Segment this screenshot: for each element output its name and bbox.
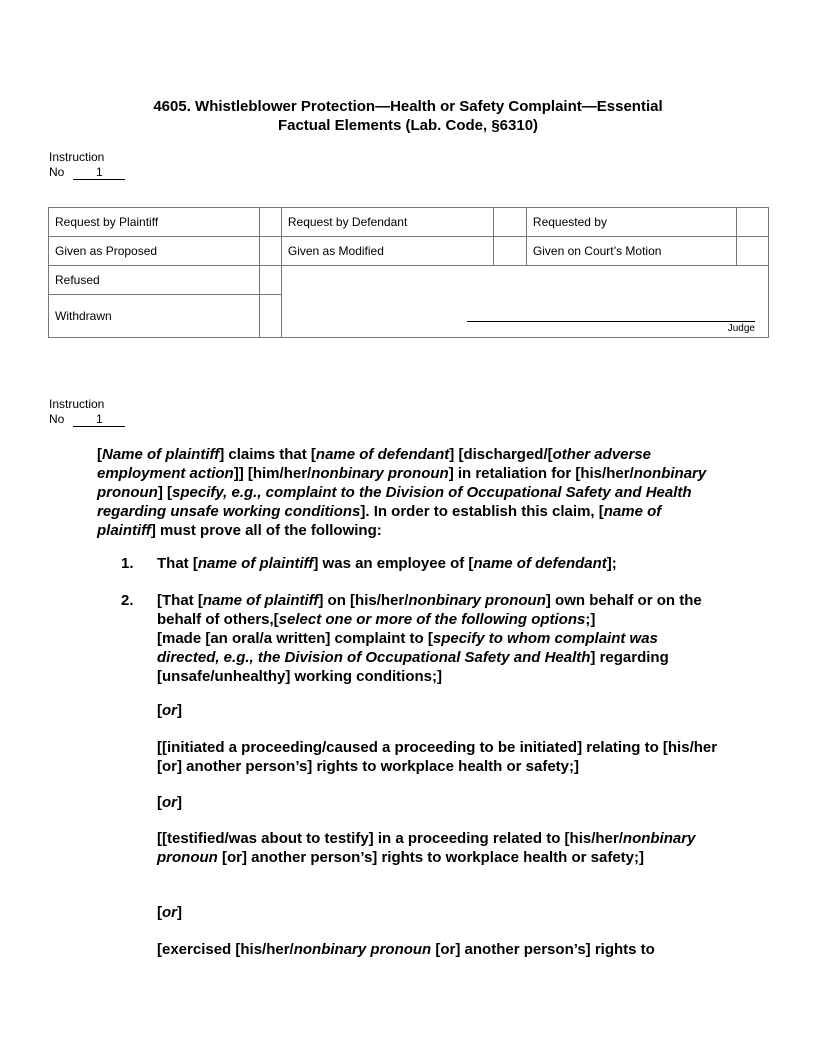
judge-signature-line xyxy=(467,321,755,322)
instruction-number-block xyxy=(49,150,125,180)
placeholder-adverse-action: other adverse employment action xyxy=(97,446,652,482)
judge-signature-area xyxy=(281,266,768,338)
given-as-proposed-label: Given as Proposed xyxy=(49,237,260,266)
request-by-defendant-label: Request by Defendant xyxy=(281,208,494,237)
given-as-proposed-checkbox[interactable] xyxy=(259,237,281,266)
request-table xyxy=(48,207,769,338)
judge-label: Judge xyxy=(727,323,755,334)
refused-label: Refused xyxy=(49,266,260,295)
request-by-plaintiff-label: Request by Plaintiff xyxy=(49,208,260,237)
or-separator: [or] xyxy=(157,904,182,921)
instruction-label-2: Instruction xyxy=(49,397,105,411)
withdrawn-label: Withdrawn xyxy=(49,295,260,338)
request-by-defendant-checkbox[interactable] xyxy=(494,208,527,237)
given-as-modified-label: Given as Modified xyxy=(281,237,494,266)
instruction-number-block-2 xyxy=(49,397,125,427)
page-title xyxy=(0,97,816,135)
or-separator: [or] xyxy=(157,702,182,719)
placeholder-pronoun: nonbinary pronoun xyxy=(311,465,449,482)
title-line-2: Factual Elements (Lab. Code, §6310) xyxy=(277,117,539,134)
given-on-courts-motion-checkbox[interactable] xyxy=(737,237,769,266)
requested-by-checkbox[interactable] xyxy=(737,208,769,237)
element-item-2-option-2: [[initiated a proceeding/caused a proceeding to be initiated] relating to [his/her [or] another person’s] rights to workplace health or safety;] xyxy=(157,739,718,775)
instruction-label: Instruction xyxy=(49,150,105,164)
element-item-2-option-1: [That [name of plaintiff] on [his/her/nonbinary pronoun] own behalf or on the behalf of others,[select one or more of the following options;] [made [an oral/a written] complaint to [specify to whom complaint was directed, e.g., the Division of Occupational Safety and Health] regarding [unsafe/unhealthy] working conditions;] xyxy=(157,592,702,685)
refused-checkbox[interactable] xyxy=(259,266,281,295)
element-item-2-option-3: [[testified/was about to testify] in a proceeding related to [his/her/nonbinary pronoun [or] another person’s] rights to workplace health or safety;] xyxy=(157,830,696,866)
element-item-1: That [name of plaintiff] was an employee of [name of defendant]; xyxy=(157,555,617,572)
requested-by-label: Requested by xyxy=(526,208,737,237)
placeholder-name-of-defendant: name of defendant xyxy=(315,446,450,463)
intro-paragraph: [Name of plaintiff] claims that [name of defendant] [discharged/[other adverse employment action]] [him/her/nonbinary pronoun] in retaliation for [his/her/nonbinary pronoun] [specify, e.g., complaint to the Division of Occupational Safety and Health regarding unsafe working conditions]. In order to establish this claim, [name of plaintiff] must prove all of the following: xyxy=(97,446,707,539)
given-on-courts-motion-label: Given on Court’s Motion xyxy=(526,237,737,266)
instruction-no-label-2: No xyxy=(49,412,65,426)
instruction-number: 1 xyxy=(73,166,125,180)
instruction-no-label: No xyxy=(49,165,65,179)
withdrawn-checkbox[interactable] xyxy=(259,295,281,338)
request-by-plaintiff-checkbox[interactable] xyxy=(259,208,281,237)
or-separator: [or] xyxy=(157,794,182,811)
given-as-modified-checkbox[interactable] xyxy=(494,237,527,266)
instruction-number-2: 1 xyxy=(73,413,125,427)
element-item-2-option-4: [exercised [his/her/nonbinary pronoun [or] another person’s] rights to xyxy=(157,941,655,958)
title-line-1: 4605. Whistleblower Protection—Health or Safety Complaint—Essential xyxy=(153,98,663,115)
placeholder-complaint-specify: specify, e.g., complaint to the Division of Occupational Safety and Health regarding unsafe working conditions xyxy=(97,484,692,520)
placeholder-name-of-plaintiff: Name of plaintiff xyxy=(102,446,220,463)
placeholder-name-of-plaintiff: name of plaintiff xyxy=(97,503,662,539)
item-number: 2. xyxy=(121,592,134,609)
item-number: 1. xyxy=(121,555,134,572)
placeholder-pronoun: nonbinary pronoun xyxy=(97,465,707,501)
